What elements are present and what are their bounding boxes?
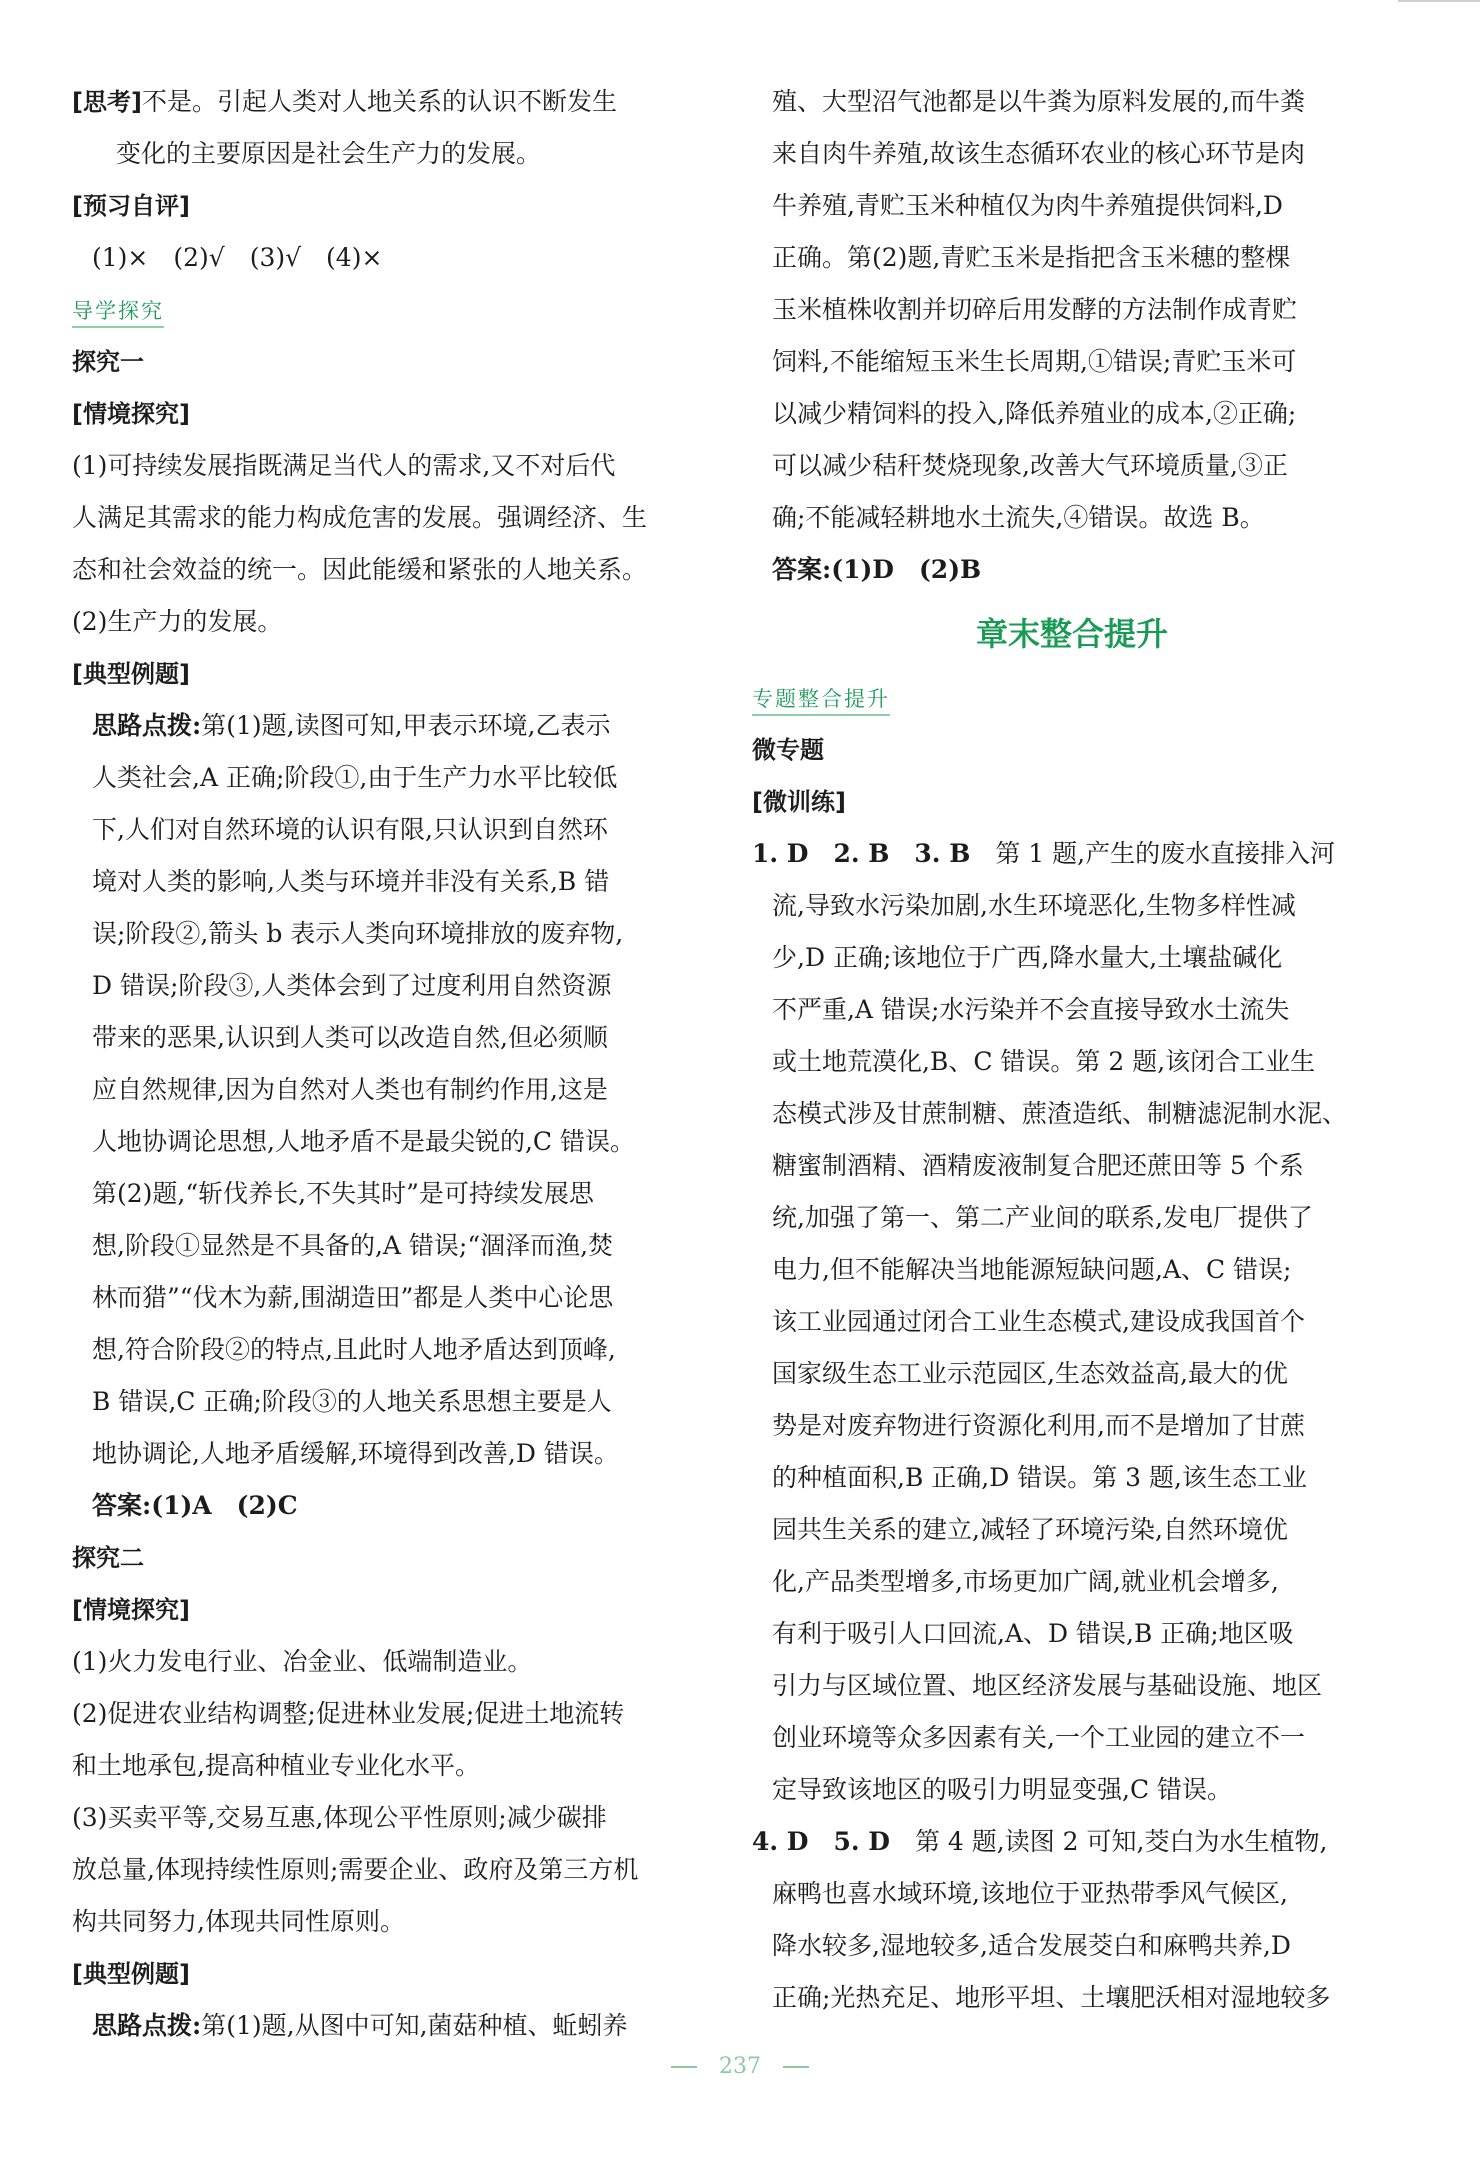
q1-line: 电力,但不能解决当地能源短缺问题,A、C 错误;	[772, 1255, 1292, 1284]
left-column	[72, 76, 712, 2052]
think-line-1	[72, 76, 712, 128]
page-number: 237	[719, 2054, 761, 2079]
page-footer	[0, 2054, 1480, 2079]
continuation-line: 确;不能减轻耕地水土流失,④错误。故选 B。	[772, 503, 1265, 532]
hint1-line: 境对人类的影响,人类与环境并非没有关系,B 错	[92, 867, 610, 896]
section-tag-guided: 导学探究	[72, 296, 164, 328]
scenario2-line: 构共同努力,体现共同性原则。	[72, 1907, 405, 1936]
q4-line: 降水较多,湿地较多,适合发展茭白和麻鸭共养,D	[772, 1931, 1291, 1960]
continuation-line: 殖、大型沼气池都是以牛粪为原料发展的,而牛粪	[772, 87, 1305, 116]
answer-label: 答案:	[92, 1491, 152, 1520]
answer1-line	[72, 1480, 712, 1532]
hint1-line: B 错误,C 正确;阶段③的人地关系思想主要是人	[92, 1387, 612, 1416]
q4-line: 正确;光热充足、地形平坦、土壤肥沃相对湿地较多	[772, 1983, 1331, 2012]
preview-answers: (1)× (2)√ (3)√ (4)×	[92, 243, 383, 272]
answer2-line	[752, 544, 1392, 596]
q1-line: 引力与区域位置、地区经济发展与基础设施、地区	[772, 1671, 1323, 1700]
q1-line: 园共生关系的建立,减轻了环境污染,自然环境优	[772, 1515, 1288, 1544]
chapter-title: 章末整合提升	[975, 615, 1168, 653]
q1-line: 化,产品类型增多,市场更加广阔,就业机会增多,	[772, 1567, 1279, 1596]
q4-answers: 4. D 5. D	[752, 1827, 890, 1856]
scenario2-line: 和土地承包,提高种植业专业化水平。	[72, 1751, 480, 1780]
footer-rule-left	[671, 2066, 697, 2068]
explore-one-heading: 探究一	[72, 348, 144, 376]
hint1-line: D 错误;阶段③,人类体会到了过度利用自然资源	[92, 971, 612, 1000]
q1-answers: 1. D 2. B 3. B	[752, 839, 971, 868]
preview-eval-heading: [预习自评]	[72, 192, 190, 220]
think-label: [思考]	[72, 88, 142, 116]
hint1-line: 林而猎”“伐木为薪,围湖造田”都是人类中心论思	[92, 1283, 614, 1312]
q1-line: 创业环境等众多因素有关,一个工业园的建立不一	[772, 1723, 1305, 1752]
hint1-line: 人类社会,A 正确;阶段①,由于生产力水平比较低	[92, 763, 618, 792]
hint1-first-line	[72, 700, 712, 752]
scenario2-line: 放总量,体现持续性原则;需要企业、政府及第三方机	[72, 1855, 639, 1884]
q1-line: 或土地荒漠化,B、C 错误。第 2 题,该闭合工业生	[772, 1047, 1316, 1076]
explore-two-heading: 探究二	[72, 1544, 144, 1572]
scenario-heading-2: [情境探究]	[72, 1596, 190, 1624]
hint2-first-line	[72, 2000, 712, 2052]
q1-line: 不严重,A 错误;水污染并不会直接导致水土流失	[772, 995, 1290, 1024]
example-heading-2: [典型例题]	[72, 1960, 190, 1988]
hint-label: 思路点拨:	[92, 2011, 202, 2040]
continuation-line: 来自肉牛养殖,故该生态循环农业的核心环节是肉	[772, 139, 1305, 168]
continuation-line: 可以减少秸秆焚烧现象,改善大气环境质量,③正	[772, 451, 1288, 480]
hint1-line: 下,人们对自然环境的认识有限,只认识到自然环	[92, 815, 608, 844]
scenario2-line: (3)买卖平等,交易互惠,体现公平性原则;减少碳排	[72, 1803, 607, 1832]
think-line-2: 变化的主要原因是社会生产力的发展。	[116, 139, 542, 168]
q4-first-line	[752, 1816, 1392, 1868]
scenario1-line: (1)可持续发展指既满足当代人的需求,又不对后代	[72, 451, 616, 480]
q4-line: 麻鸭也喜水域环境,该地位于亚热带季风气候区,	[772, 1879, 1288, 1908]
q1-first-line	[752, 828, 1392, 880]
hint1-line: 带来的恶果,认识到人类可以改造自然,但必须顺	[92, 1023, 608, 1052]
continuation-line: 玉米植株收割并切碎后用发酵的方法制作成青贮	[772, 295, 1298, 324]
q1-line: 统,加强了第一、第二产业间的联系,发电厂提供了	[772, 1203, 1313, 1232]
answer-label: 答案:	[772, 555, 832, 584]
hint1-line: 人地协调论思想,人地矛盾不是最尖锐的,C 错误。	[92, 1127, 635, 1156]
hint1-line: 想,符合阶段②的特点,且此时人地矛盾达到顶峰,	[92, 1335, 616, 1364]
q4-first-text: 第 4 题,读图 2 可知,茭白为水生植物,	[889, 1827, 1328, 1856]
micro-train-heading: [微训练]	[752, 788, 846, 816]
think-text-1: 不是。引起人类对人地关系的认识不断发生	[141, 87, 617, 116]
q1-line: 少,D 正确;该地位于广西,降水量大,土壤盐碱化	[772, 943, 1283, 972]
scenario-heading-1: [情境探究]	[72, 400, 190, 428]
q1-line: 流,导致水污染加剧,水生环境恶化,生物多样性减	[772, 891, 1296, 920]
q1-line: 态模式涉及甘蔗制糖、蔗渣造纸、制糖滤泥制水泥、	[772, 1099, 1348, 1128]
footer-rule-right	[783, 2066, 809, 2068]
right-column	[752, 76, 1392, 2024]
scenario1-line: 人满足其需求的能力构成危害的发展。强调经济、生	[72, 503, 648, 532]
top-edge-rule	[1398, 0, 1480, 2]
answer-value: (1)A (2)C	[151, 1491, 298, 1520]
continuation-line: 饲料,不能缩短玉米生长周期,①错误;青贮玉米可	[772, 347, 1297, 376]
hint2-first-text: 第(1)题,从图中可知,菌菇种植、蚯蚓养	[201, 2011, 628, 2040]
hint1-line: 应自然规律,因为自然对人类也有制约作用,这是	[92, 1075, 608, 1104]
q1-line: 糖蜜制酒精、酒精废液制复合肥还蔗田等 5 个系	[772, 1151, 1304, 1180]
hint1-line: 想,阶段①显然是不具备的,A 错误;“涸泽而渔,焚	[92, 1231, 614, 1260]
q1-line: 的种植面积,B 正确,D 错误。第 3 题,该生态工业	[772, 1463, 1307, 1492]
hint1-line: 地协调论,人地矛盾缓解,环境得到改善,D 错误。	[92, 1439, 619, 1468]
continuation-line: 以减少精饲料的投入,降低养殖业的成本,②正确;	[772, 399, 1297, 428]
scenario1-line: (2)生产力的发展。	[72, 607, 283, 636]
q1-first-text: 第 1 题,产生的废水直接排入河	[970, 839, 1336, 868]
scenario2-line: (1)火力发电行业、冶金业、低端制造业。	[72, 1647, 533, 1676]
micro-topic-heading: 微专题	[752, 736, 824, 764]
q1-line: 势是对废弃物进行资源化利用,而不是增加了甘蔗	[772, 1411, 1305, 1440]
continuation-line: 正确。第(2)题,青贮玉米是指把含玉米穗的整棵	[772, 243, 1291, 272]
q1-line: 定导致该地区的吸引力明显变强,C 错误。	[772, 1775, 1233, 1804]
example-heading-1: [典型例题]	[72, 660, 190, 688]
q1-line: 国家级生态工业示范园区,生态效益高,最大的优	[772, 1359, 1288, 1388]
continuation-line: 牛养殖,青贮玉米种植仅为肉牛养殖提供饲料,D	[772, 191, 1283, 220]
q1-line: 该工业园通过闭合工业生态模式,建设成我国首个	[772, 1307, 1305, 1336]
q1-line: 有利于吸引人口回流,A、D 错误,B 正确;地区吸	[772, 1619, 1294, 1648]
hint1-line: 误;阶段②,箭头 b 表示人类向环境排放的废弃物,	[92, 919, 624, 948]
answer-value: (1)D (2)B	[831, 555, 982, 584]
scenario2-line: (2)促进农业结构调整;促进林业发展;促进土地流转	[72, 1699, 625, 1728]
section-tag-integration: 专题整合提升	[752, 684, 890, 716]
hint-label: 思路点拨:	[92, 711, 202, 740]
hint1-line: 第(2)题,“斩伐养长,不失其时”是可持续发展思	[92, 1179, 594, 1208]
scenario1-line: 态和社会效益的统一。因此能缓和紧张的人地关系。	[72, 555, 648, 584]
hint1-first-text: 第(1)题,读图可知,甲表示环境,乙表示	[201, 711, 611, 740]
